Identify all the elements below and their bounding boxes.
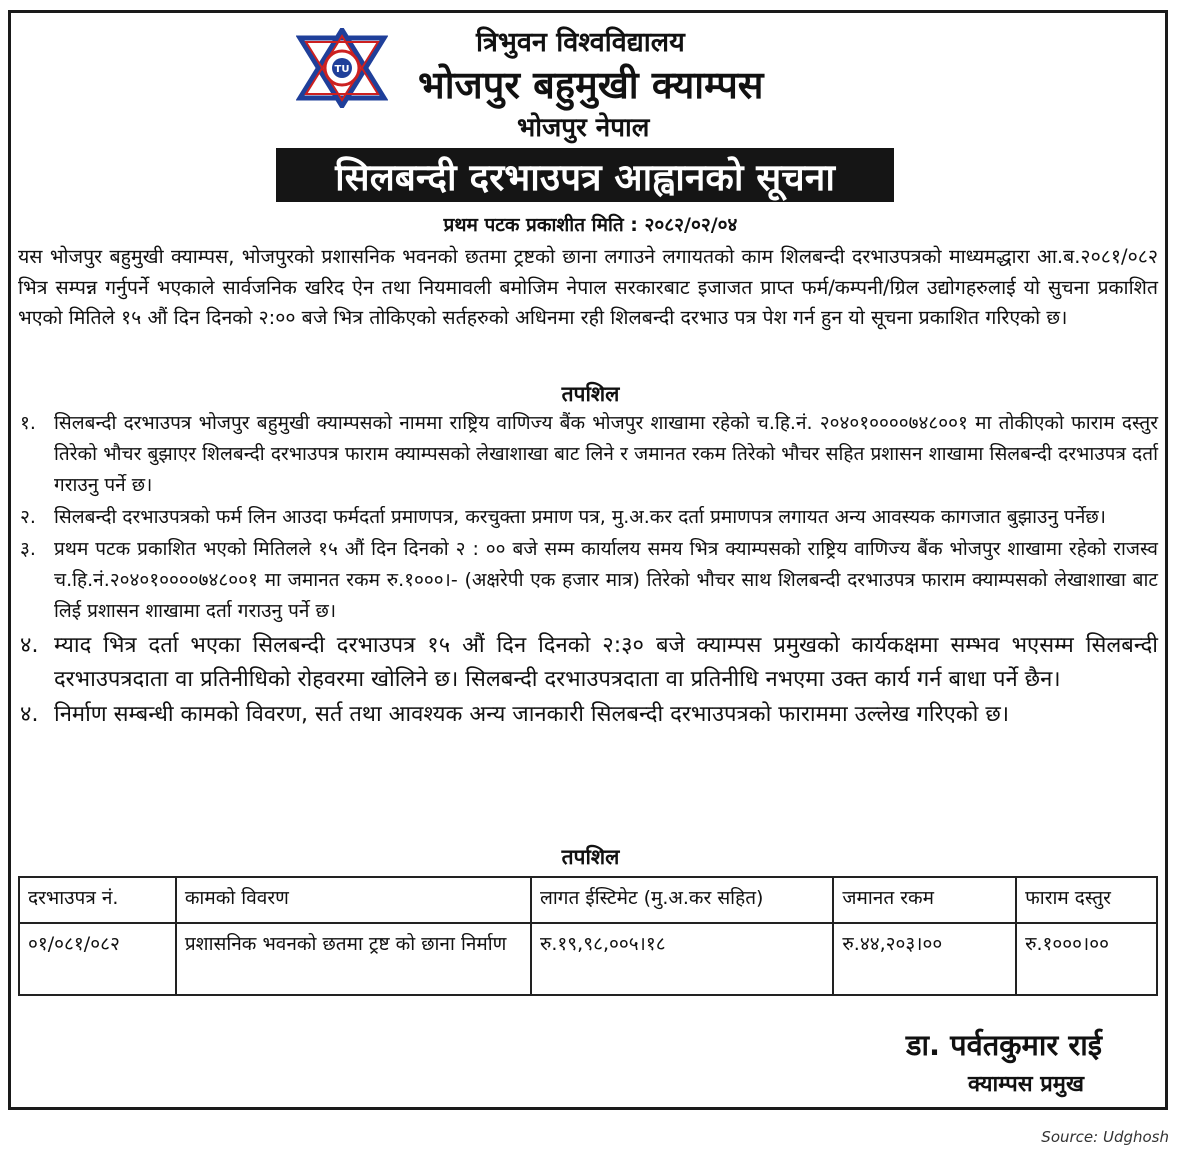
list-item — [20, 502, 1158, 533]
tender-table — [18, 876, 1158, 996]
work-description-cell: प्रशासनिक भवनको छतमा ट्रष्ट को छाना निर्माण — [176, 923, 531, 995]
column-header: लागत ईस्टिमेट (मु.अ.कर सहित) — [531, 877, 833, 923]
item-text: सिलबन्दी दरभाउपत्र भोजपुर बहुमुखी क्याम्पसको नाममा राष्ट्रिय वाणिज्य बैंक भोजपुर शाखामा रहेको च.हि.नं. २०४०१००००७४८००१ मा तोकीएको फाराम दस्तुर तिरेको भौचर बुझाएर शिलबन्दी दरभाउपत्र फाराम क्याम्पसको लेखाशाखा बाट लिने र जमानत रकम तिरेको भौचर सहित प्रशासन शाखामा सिलबन्दी दरभाउपत्र दर्ता गराउनु पर्ने छ। — [54, 412, 1158, 496]
list-item — [20, 629, 1158, 697]
source-credit: Source: Udghosh — [1041, 1128, 1169, 1146]
publish-date: प्रथम पटक प्रकाशीत मिति : २०८२/०२/०४ — [443, 214, 738, 236]
item-text: प्रथम पटक प्रकाशित भएको मितिलले १५ औं दिन दिनको २ : ०० बजे सम्म कार्यालय समय भित्र क्याम्पसको राष्ट्रिय वाणिज्य बैंक भोजपुर शाखामा रहेको राजस्व च.हि.नं.२०४०१००००७४८००१ मा जमानत रकम रु.१०००।- (अक्षरेपी एक हजार मात्र) तिरेको भौचर साथ शिलबन्दी दरभाउपत्र फाराम क्याम्पसको लेखाशाखा बाट लिई प्रशासन शाखामा दर्ता गराउनु पर्ने छ। — [54, 538, 1158, 622]
item-text: सिलबन्दी दरभाउपत्रको फर्म लिन आउदा फर्मदर्ता प्रमाणपत्र, करचुक्ता प्रमाण पत्र, मु.अ.कर दर्ता प्रमाणपत्र लगायत अन्य आवस्यक कागजात बुझाउनु पर्नेछ। — [54, 506, 1106, 528]
table-header-row — [19, 877, 1157, 923]
column-header: दरभाउपत्र नं. — [19, 877, 176, 923]
details-heading: तपशिल — [561, 382, 620, 406]
item-number: १. — [20, 412, 36, 434]
list-item — [20, 698, 1158, 732]
signatory-name: डा. पर्वतकुमार राई — [906, 1028, 1102, 1062]
details-list — [20, 408, 1158, 732]
signatory-role: क्याम्पस प्रमुख — [968, 1072, 1084, 1097]
cost-estimate-cell: रु.१९,९८,००५।१८ — [531, 923, 833, 995]
item-text: निर्माण सम्बन्धी कामको विवरण, सर्त तथा आवश्यक अन्य जानकारी सिलबन्दी दरभाउपत्रको फाराममा उल्लेख गरिएको छ। — [54, 702, 1010, 727]
column-header: जमानत रकम — [833, 877, 1016, 923]
item-number: ३. — [20, 538, 36, 560]
campus-location: भोजपुर नेपाल — [517, 113, 650, 143]
item-text: म्याद भित्र दर्ता भएका सिलबन्दी दरभाउपत्र १५ औं दिन दिनको २:३० बजे क्याम्पस प्रमुखको कार्यकक्षमा सम्भव भएसम्म सिलबन्दी दरभाउपत्रदाता वा प्रतिनीधिको रोहवरमा खोलिने छ। सिलबन्दी दरभाउपत्रदाता वा प्रतिनीधि नभएमा उक्त कार्य गर्न बाधा पर्ने छैन। — [54, 633, 1158, 692]
notice-title: सिलबन्दी दरभाउपत्र आह्वानको सूचना — [276, 148, 894, 202]
intro-paragraph: यस भोजपुर बहुमुखी क्याम्पस, भोजपुरको प्रशासनिक भवनको छतमा ट्रष्टको छाना लगाउने लगायतको काम शिलबन्दी दरभाउपत्रको माध्यमद्धारा आ.ब.२०८१/०८२ भित्र सम्पन्न गर्नुपर्ने भएकाले सार्वजनिक खरिद ऐन तथा नियमावली बमोजिम नेपाल सरकारबाट इजाजत प्राप्त फर्म/कम्पनी/ग्रिल उद्योगहरुलाई यो सुचना प्रकाशित भएको मितिले १५ औं दिन दिनको २:०० बजे भित्र तोकिएको सर्तहरुको अधिनमा रही शिलबन्दी दरभाउ पत्र पेश गर्न हुन यो सूचना प्रकाशित गरिएको छ। — [18, 245, 1158, 329]
campus-name: भोजपुर बहुमुखी क्याम्पस — [418, 63, 764, 107]
item-number: ४. — [20, 702, 39, 727]
tribhuvan-university-seal-icon — [296, 28, 388, 108]
university-name: त्रिभुवन विश्वविद्यालय — [476, 27, 685, 58]
list-item — [20, 534, 1158, 627]
column-header: फाराम दस्तुर — [1016, 877, 1157, 923]
table-row — [19, 923, 1157, 995]
tender-number-cell: ०१/०८१/०८२ — [19, 923, 176, 995]
bid-bond-cell: रु.४४,२०३।०० — [833, 923, 1016, 995]
item-number: २. — [20, 506, 36, 528]
logo-text: TU — [334, 64, 350, 75]
form-fee-cell: रु.१०००।०० — [1016, 923, 1157, 995]
item-number: ४. — [20, 633, 39, 658]
table-heading: तपशिल — [561, 845, 620, 869]
column-header: कामको विवरण — [176, 877, 531, 923]
list-item — [20, 408, 1158, 501]
